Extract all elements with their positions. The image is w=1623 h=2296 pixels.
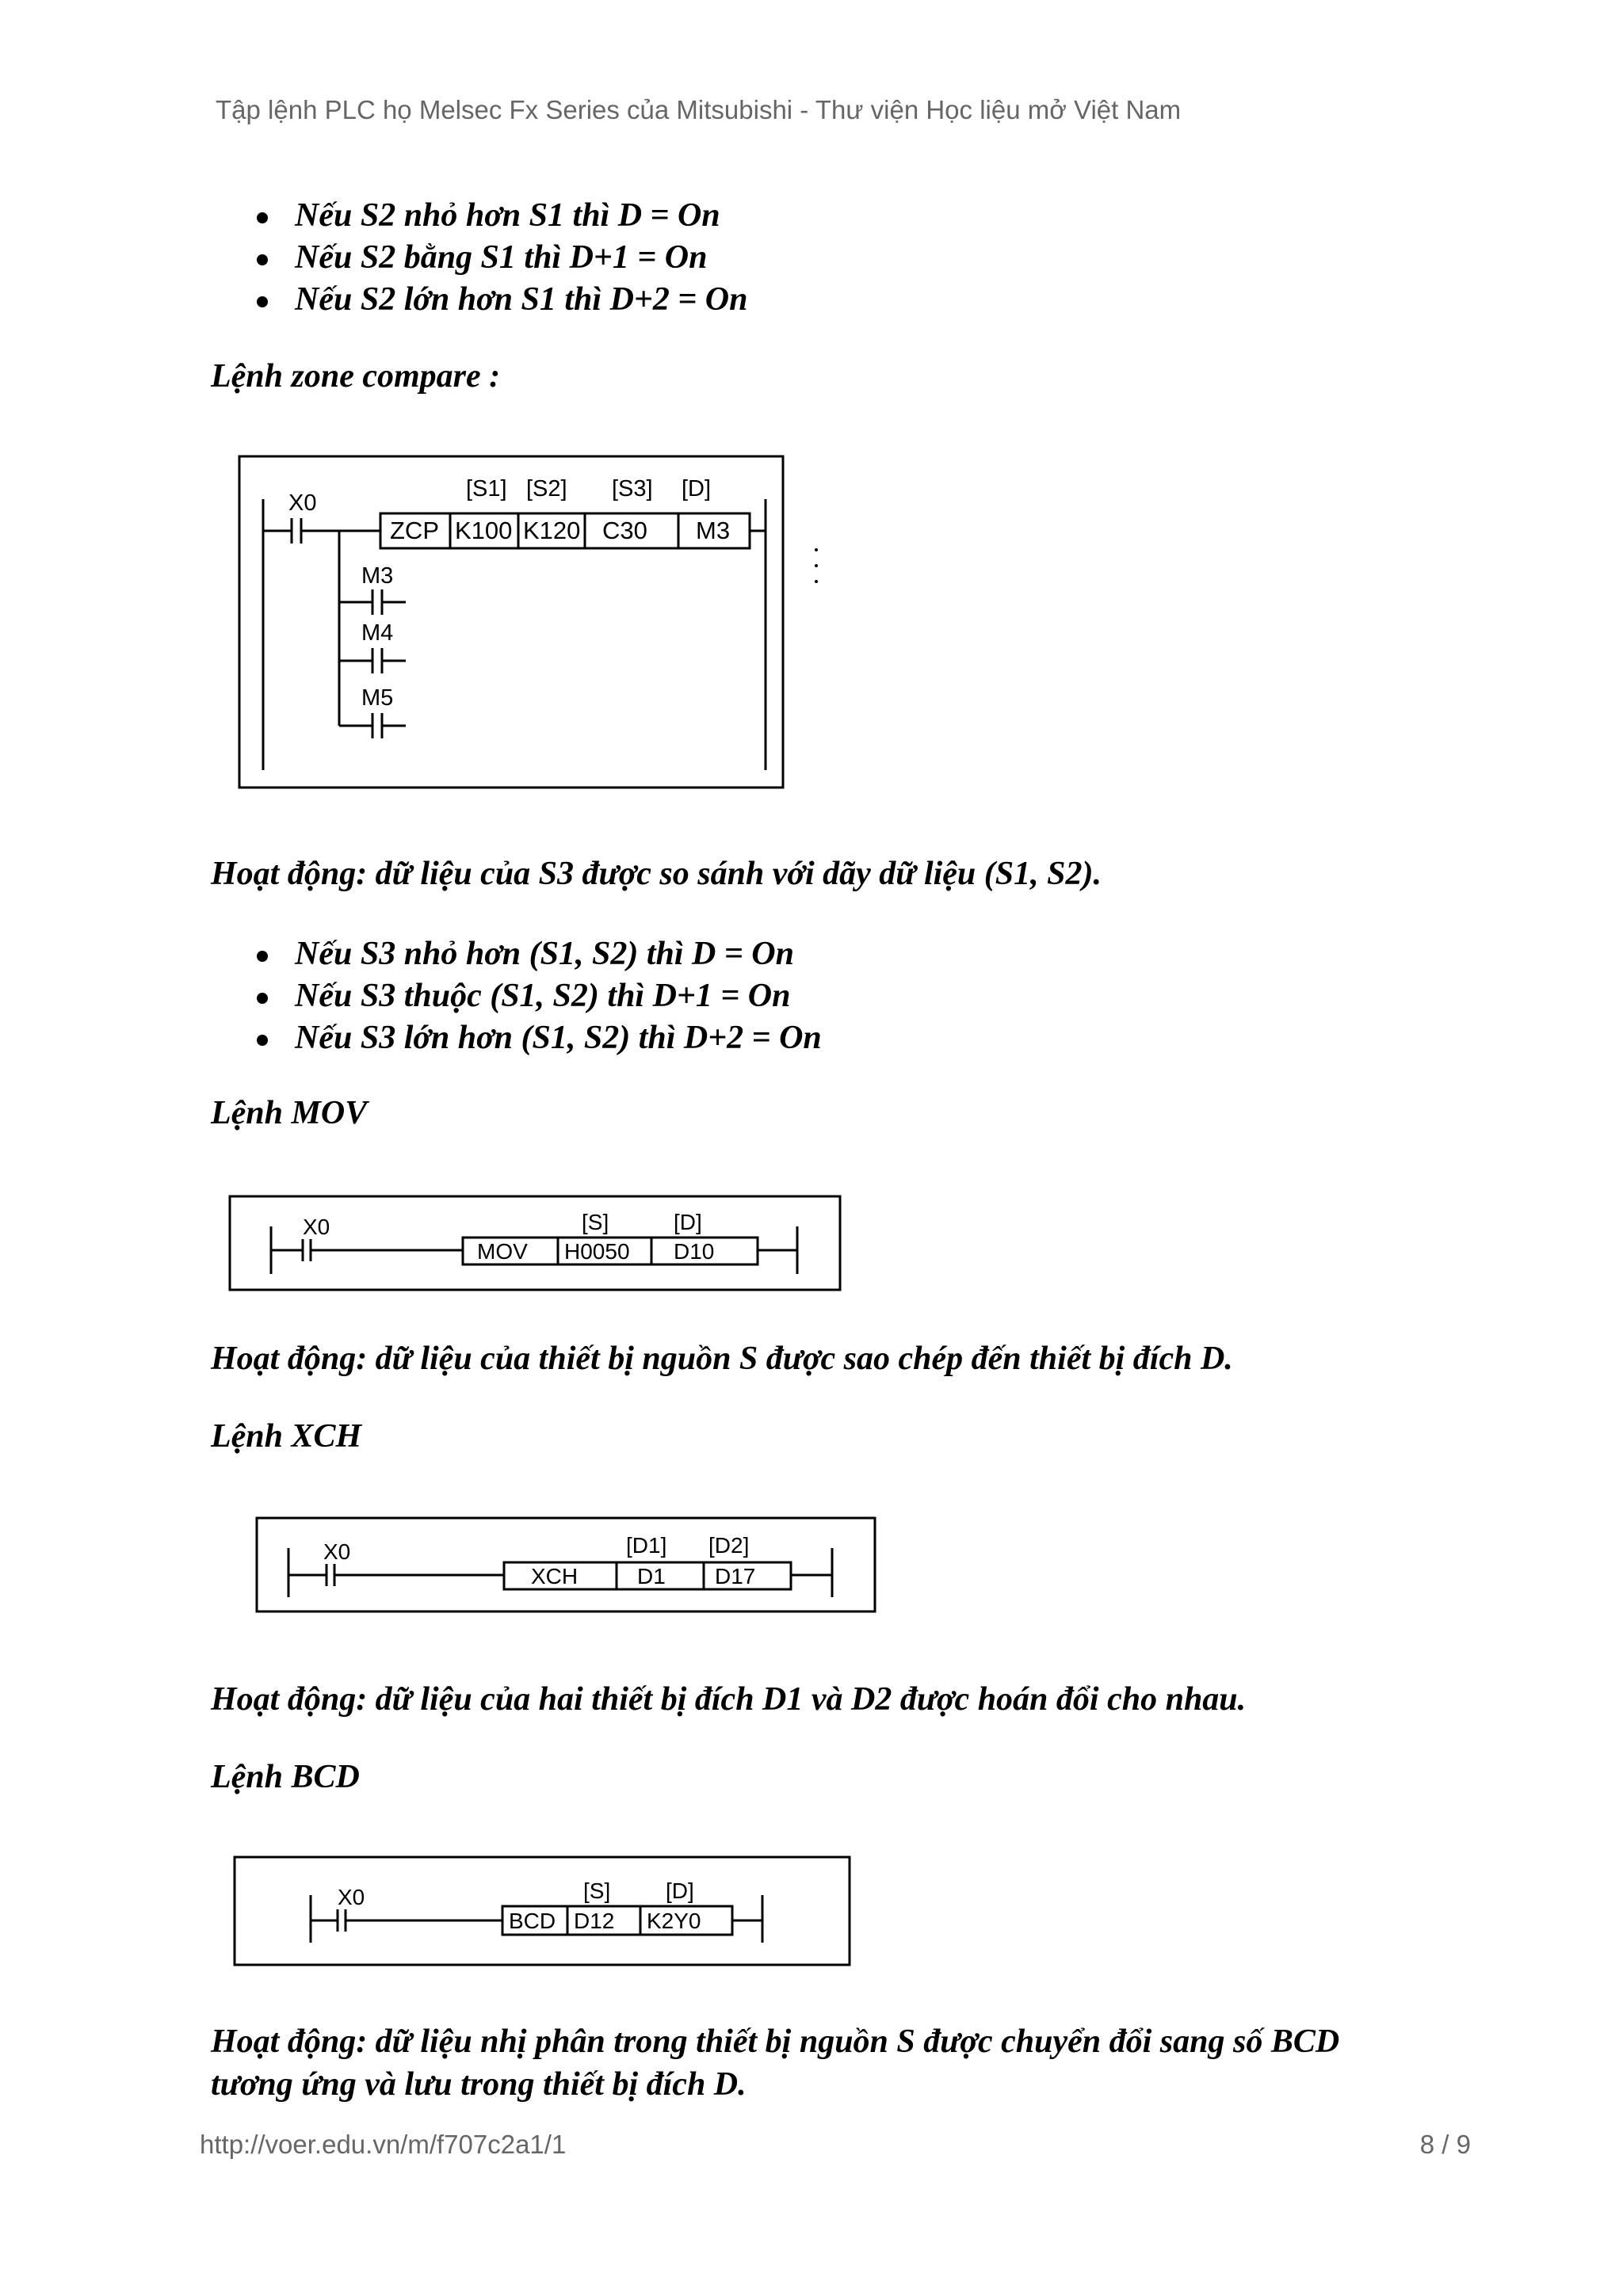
operand-label-d2: [D2] (708, 1533, 750, 1558)
output-label-m3: M3 (361, 563, 394, 589)
zcp-heading: Lệnh zone compare : (211, 358, 501, 395)
operand-label-s: [S] (583, 1878, 611, 1903)
list-item: Nếu S3 nhỏ hơn (S1, S2) thì D = On (211, 933, 822, 975)
output-label-m5: M5 (361, 685, 394, 711)
list-item: Nếu S3 lớn hơn (S1, S2) thì D+2 = On (211, 1017, 822, 1059)
mov-input-label: X0 (303, 1215, 330, 1239)
mov-instruction: MOV (477, 1239, 528, 1264)
comparison-conditions-list (211, 195, 747, 321)
bcd-instruction: BCD (509, 1909, 556, 1933)
operand-label-s: [S] (582, 1210, 609, 1234)
mov-heading: Lệnh MOV (211, 1095, 368, 1131)
page-number: 8 / 9 (1419, 2130, 1471, 2159)
zcp-ladder-diagram (236, 453, 838, 798)
footer-url-link[interactable]: http://voer.edu.vn/m/f707c2a1/1 (200, 2130, 567, 2159)
operand-label-d: [D] (674, 1210, 702, 1234)
xch-activity: Hoạt động: dữ liệu của hai thiết bị đích D1 và D2 được hoán đổi cho nhau. (211, 1681, 1247, 1718)
page-header: Tập lệnh PLC họ Melsec Fx Series của Mitsubishi - Thư viện Học liệu mở Việt Nam (216, 95, 1182, 124)
zcp-arg-d: M3 (696, 517, 731, 544)
mov-activity: Hoạt động: dữ liệu của thiết bị nguồn S được sao chép đến thiết bị đích D. (211, 1341, 1233, 1377)
mov-arg-d: D10 (674, 1239, 715, 1264)
mov-ladder-diagram (227, 1193, 845, 1300)
operand-label-d1: [D1] (626, 1533, 667, 1558)
zcp-arg-s3: C30 (602, 517, 647, 544)
list-item: Nếu S2 bằng S1 thì D+1 = On (211, 237, 747, 279)
xch-heading: Lệnh XCH (211, 1418, 362, 1455)
list-item: Nếu S2 nhỏ hơn S1 thì D = On (211, 195, 747, 237)
list-item: Nếu S2 lớn hơn S1 thì D+2 = On (211, 279, 747, 321)
bcd-ladder-diagram (231, 1854, 857, 1977)
operand-label-d: [D] (666, 1878, 694, 1903)
zone-conditions-list (211, 933, 822, 1059)
operand-label-s1: [S1] (466, 476, 507, 502)
xch-instruction: XCH (531, 1564, 579, 1589)
operand-label-s2: [S2] (526, 476, 567, 502)
xch-arg-d1: D1 (637, 1564, 666, 1589)
zcp-activity: Hoạt động: dữ liệu của S3 được so sánh với dãy dữ liệu (S1, S2). (211, 856, 1102, 892)
bcd-arg-d: K2Y0 (647, 1909, 701, 1933)
list-item: Nếu S3 thuộc (S1, S2) thì D+1 = On (211, 975, 822, 1017)
zcp-arg-s1: K100 (455, 517, 513, 544)
operand-label-s3: [S3] (612, 476, 653, 502)
zcp-instruction: ZCP (390, 517, 439, 544)
xch-arg-d2: D17 (715, 1564, 756, 1589)
xch-ladder-diagram (254, 1515, 880, 1622)
output-label-m4: M4 (361, 620, 394, 646)
bcd-input-label: X0 (338, 1885, 365, 1909)
xch-input-label: X0 (323, 1539, 351, 1564)
operand-label-d: [D] (682, 476, 712, 502)
zcp-arg-s2: K120 (523, 517, 581, 544)
bcd-activity-line1: Hoạt động: dữ liệu nhị phân trong thiết bị nguồn S được chuyển đổi sang số BCD (211, 2023, 1340, 2060)
bcd-heading: Lệnh BCD (211, 1759, 360, 1795)
bcd-arg-s: D12 (574, 1909, 615, 1933)
mov-arg-s: H0050 (564, 1239, 630, 1264)
bcd-activity-line2: tương ứng và lưu trong thiết bị đích D. (211, 2066, 747, 2103)
zcp-input-label: X0 (288, 490, 317, 516)
